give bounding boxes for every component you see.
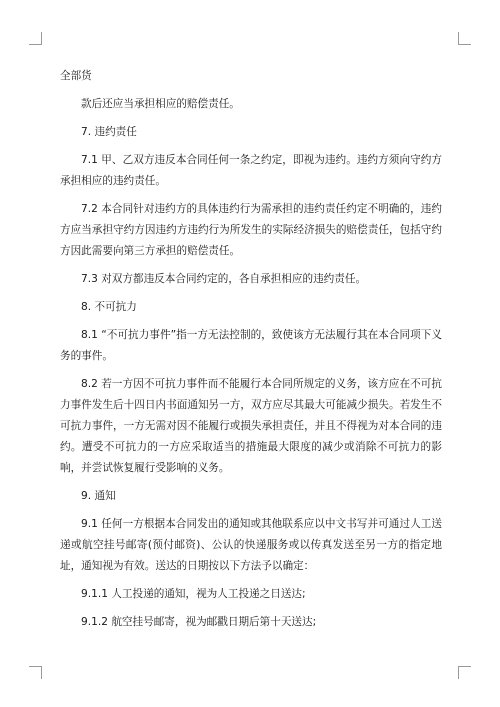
- clause-9-1-2: 9.1.2 航空挂号邮寄，视为邮戳日期后第十天送达;: [81, 616, 317, 628]
- paragraph-continuation: 款后还应当承担相应的赔偿责任。: [81, 98, 240, 110]
- clause-9-1-1: 9.1.1 人工投递的通知，视为人工投递之日送达;: [81, 588, 306, 600]
- document-body: [60, 66, 442, 640]
- crop-mark-top-right: [458, 32, 471, 45]
- section-heading-9: 9. 通知: [81, 490, 116, 502]
- clause-7-1: 7.1 甲、乙双方违反本合同任何一条之约定，即视为违约。违约方须向守约方承担相应的违约责任。: [60, 154, 442, 187]
- clause-9-1: 9.1 任何一方根据本合同发出的通知或其他联系应以中文书写并可通过人工送递或航空挂号邮寄(预付邮资)、公认的快递服务或以传真发送至另一方的指定地址，通知视为有效。送达的日期按以下方法予以确定：: [60, 518, 442, 572]
- crop-mark-bottom-left: [29, 666, 42, 679]
- section-heading-7: 7. 违约责任: [81, 126, 137, 138]
- crop-mark-top-left: [29, 32, 42, 45]
- clause-7-2: 7.2 本合同针对违约方的具体违约行为需承担的违约责任约定不明确的，违约方应当承担守约方因违约方违约行为所发生的实际经济损失的赔偿责任，包括守约方因此需要向第三方承担的赔偿责任。: [60, 203, 442, 257]
- clause-8-1: 8.1 “不可抗力事件”指一方无法控制的，致使该方无法履行其在本合同项下义务的事件。: [60, 329, 442, 362]
- clause-8-2: 8.2 若一方因不可抗力事件而不能履行本合同所规定的义务，该方应在不可抗力事件发生后十四日内书面通知另一方，双方应尽其最大可能减少损失。若发生不可抗力事件，一方无需对因不能履行或损失承担责任，并且不得视为对本合同的违约。遭受不可抗力的一方应采取适当的措施最大限度的减少或消除不可抗力的影响，并尝试恢复履行受影响的义务。: [60, 378, 442, 474]
- clause-7-3: 7.3 对双方都违反本合同约定的，各自承担相应的违约责任。: [81, 273, 367, 285]
- paragraph-heading-fragment: 全部货: [60, 70, 92, 82]
- crop-mark-bottom-right: [458, 666, 471, 679]
- section-heading-8: 8. 不可抗力: [81, 301, 137, 313]
